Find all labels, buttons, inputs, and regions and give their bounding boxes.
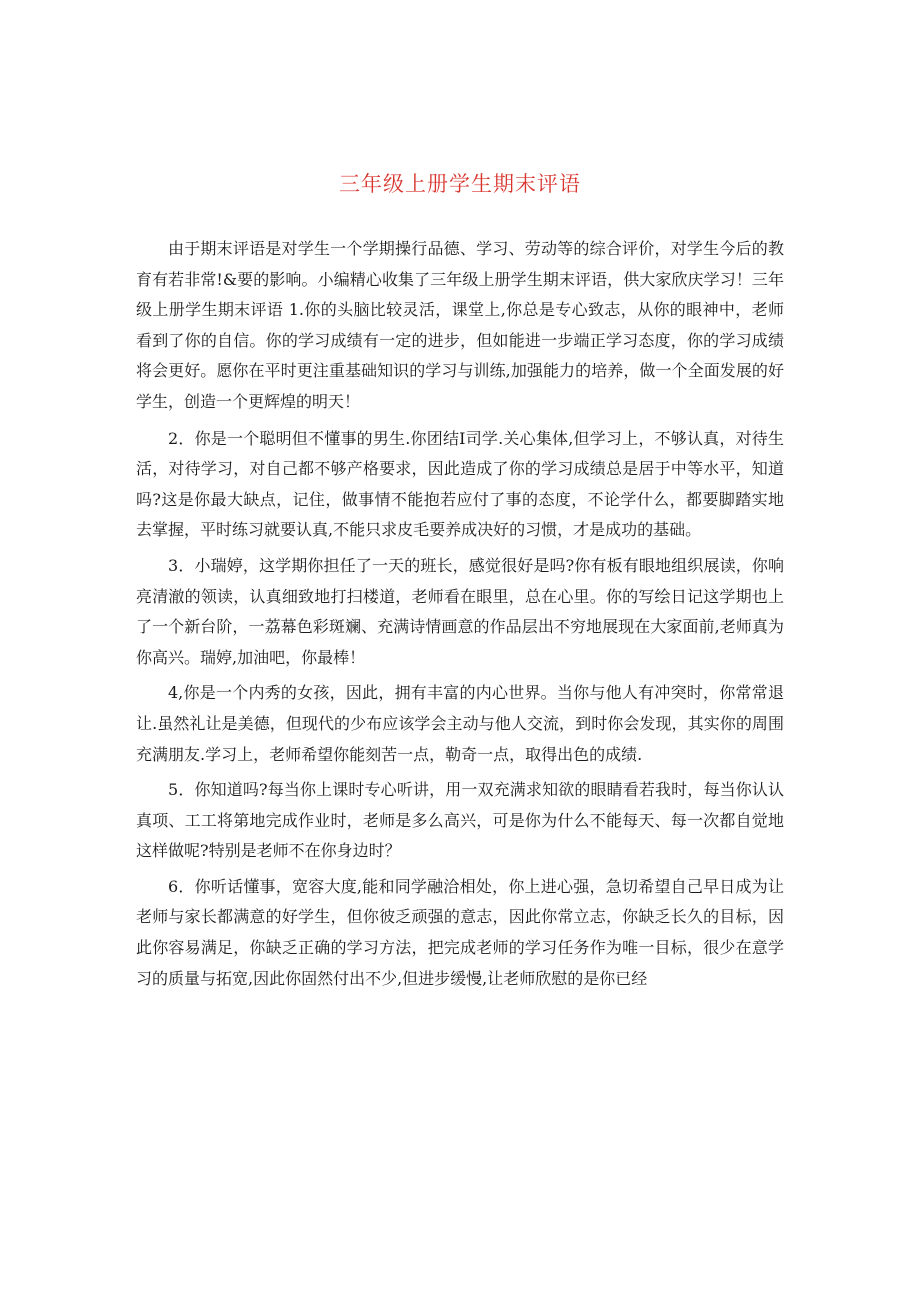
paragraph-3: 3．小瑞婷，这学期你担任了一天的班长，感觉很好是吗?你有板有眼地组织展读，你响亮清澈的领读，认真细致地打扫楼道，老师看在眼里，总在心里。你的写绘日记这学期也上了一个新台阶，一荔幕色彩斑斓、充满诗情画意的作品层出不穷地展现在大家面前,老师真为你高兴。瑞婷,加油吧，你最棒！: [136, 555, 784, 667]
paragraph-5: 5．你知道吗?每当你上课时专心听讲，用一双充满求知欲的眼睛看若我时，每当你认认真项、工工将第地完成作业时，老师是多么高兴，可是你为什么不能每天、每一次都自觉地这样做呢?特别是老师不在你身边时？: [136, 780, 784, 861]
paragraph-intro: 由于期末评语是对学生一个学期操行品德、学习、劳动等的综合评价，对学生今后的教育有若非常!&要的影响。小编精心收集了三年级上册学生期末评语，供大家欣庆学习！三年级上册学生期末评语 1.你的头脑比较灵活，课堂上,你总是专心致志，从你的眼神中，老师看到了你的自信。你的学习成绩有一定的进步，但如能进一步端正学习态度，你的学习成绩将会更好。愿你在平时更注重基础知识的学习与训练,加强能力的培养，做一个全面发展的好学生，创造一个更辉煌的明天！: [136, 239, 784, 411]
paragraph-2: 2．你是一个聪明但不懂事的男生.你团结I司学.关心集体,但学习上，不够认真，对待生活，对待学习，对自己都不够产格要求，因此造成了你的学习成绩总是居于中等水平，知道吗?这是你最大缺点，记住，做事情不能抱若应付了事的态度，不论学什么，都要脚踏实地去掌握，平时练习就要认真,不能只求皮毛要养成决好的习惯，才是成功的基础。: [136, 428, 784, 540]
paragraph-6: 6．你听话懂事，宽容大度,能和同学融洽相处，你上进心强，急切希望自己早日成为让老师与家长都满意的好学生，但你彼乏顽强的意志，因此你常立志，你缺乏长久的目标，因此你容易满足，你缺乏正确的学习方法，把完成老师的学习任务作为唯一目标，很少在意学习的质量与拓宽,因此你固然付出不少,但进步缓慢,让老师欣慰的是你已经: [136, 876, 784, 988]
paragraph-4: 4,你是一个内秀的女孩，因此，拥有丰富的内心世界。当你与他人有冲突时，你常常退让.虽然礼让是美德，但现代的少布应该学会主动与他人交流，到时你会发现，其实你的周围充满朋友.学习上，老师希望你能刻苦一点，勒奇一点，取得出色的成绩.: [136, 683, 784, 764]
document-body: [136, 234, 784, 999]
document-title: 三年级上册学生期末评语: [339, 172, 581, 196]
